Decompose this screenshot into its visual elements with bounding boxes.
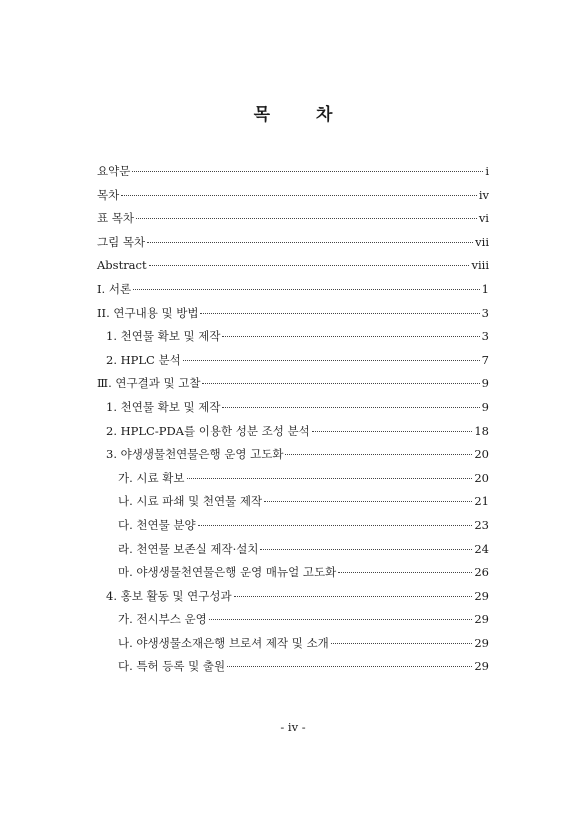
toc-entry[interactable] xyxy=(97,278,489,302)
toc-entry-page: 20 xyxy=(474,447,489,462)
toc-leader-dots xyxy=(264,501,472,502)
toc-entry-label: 3. 야생생물천연물은행 운영 고도화 xyxy=(106,447,284,462)
toc-entry[interactable] xyxy=(97,349,489,373)
toc-entry[interactable] xyxy=(97,632,489,656)
toc-entry[interactable] xyxy=(97,538,489,562)
toc-entry[interactable] xyxy=(97,184,489,208)
toc-entry-label: Abstract xyxy=(97,258,147,273)
toc-entry-page: 1 xyxy=(481,281,489,296)
toc-leader-dots xyxy=(222,407,479,408)
toc-entry-page: iv xyxy=(478,187,489,202)
toc-entry-label: 마. 야생생물천연물은행 운영 매뉴얼 고도화 xyxy=(118,565,337,580)
toc-entry[interactable] xyxy=(97,655,489,679)
toc-entry-page: viii xyxy=(471,258,489,273)
toc-entry-label: 그림 목차 xyxy=(97,234,146,249)
toc-entry-page: 20 xyxy=(474,470,489,485)
toc-leader-dots xyxy=(183,360,480,361)
toc-entry-label: 가. 전시부스 운영 xyxy=(118,612,207,627)
toc-leader-dots xyxy=(312,431,473,432)
toc-entry[interactable] xyxy=(97,325,489,349)
toc-entry-label: 다. 특허 등록 및 출원 xyxy=(118,659,226,674)
toc-entry-page: vi xyxy=(478,211,489,226)
toc-entry-label: I. 서론 xyxy=(97,281,132,296)
toc-entry-page: 18 xyxy=(474,423,489,438)
page-number: - iv - xyxy=(280,720,306,734)
toc-entry-label: 라. 천연물 보존실 제작·설치 xyxy=(118,541,259,556)
toc-entry-page: 26 xyxy=(474,565,489,580)
toc-entry-page: 7 xyxy=(481,352,489,367)
toc-entry-page: 21 xyxy=(474,494,489,509)
toc-leader-dots xyxy=(149,265,470,266)
toc-entry[interactable] xyxy=(97,396,489,420)
toc-leader-dots xyxy=(187,478,473,479)
toc-entry-label: 나. 시료 파쇄 및 천연물 제작 xyxy=(118,494,263,509)
toc-entry-label: 1. 천연물 확보 및 제작 xyxy=(106,399,221,414)
toc-entry-page: 3 xyxy=(481,305,489,320)
toc-leader-dots xyxy=(227,666,472,667)
toc-entry[interactable] xyxy=(97,608,489,632)
toc-entry-page: 29 xyxy=(474,612,489,627)
toc-entry-label: 다. 천연물 분양 xyxy=(118,517,196,532)
toc-entry-label: II. 연구내용 및 방법 xyxy=(97,305,199,320)
toc-entry[interactable] xyxy=(97,160,489,184)
toc-entry-label: 요약문 xyxy=(97,164,131,178)
toc-leader-dots xyxy=(198,525,473,526)
toc-leader-dots xyxy=(285,454,472,455)
toc-entry[interactable] xyxy=(97,514,489,538)
toc-leader-dots xyxy=(338,572,472,573)
toc-entry-label: 4. 홍보 활동 및 연구성과 xyxy=(106,588,232,603)
toc-entry[interactable] xyxy=(97,443,489,467)
toc-entry-page: i xyxy=(485,164,489,178)
toc-leader-dots xyxy=(222,336,479,337)
toc-entry-label: 2. HPLC 분석 xyxy=(106,352,181,367)
toc-leader-dots xyxy=(200,313,479,314)
toc-entry-page: 29 xyxy=(474,635,489,650)
toc-leader-dots xyxy=(202,383,479,384)
toc-entry[interactable] xyxy=(97,420,489,444)
page-title: 목 차 xyxy=(253,105,353,125)
toc-entry[interactable] xyxy=(97,490,489,514)
toc-entry-label: 표 목차 xyxy=(97,211,134,226)
toc-entry[interactable] xyxy=(97,207,489,231)
toc-entry-page: 24 xyxy=(474,541,489,556)
toc-entry-label: 목차 xyxy=(97,187,120,202)
toc-entry[interactable] xyxy=(97,302,489,326)
toc-entry-page: 9 xyxy=(481,399,489,414)
toc-leader-dots xyxy=(260,549,472,550)
toc-entry[interactable] xyxy=(97,467,489,491)
toc-leader-dots xyxy=(121,195,477,196)
toc-leader-dots xyxy=(331,643,473,644)
toc-entry-label: 1. 천연물 확보 및 제작 xyxy=(106,329,221,344)
toc-leader-dots xyxy=(234,596,473,597)
toc-entry-page: vii xyxy=(475,234,489,249)
toc-entry[interactable] xyxy=(97,231,489,255)
toc-entry-label: 가. 시료 확보 xyxy=(118,470,185,485)
toc-entry-label: 나. 야생생물소재은행 브로셔 제작 및 소개 xyxy=(118,635,329,650)
toc-entry[interactable] xyxy=(97,254,489,278)
toc-entry[interactable] xyxy=(97,372,489,396)
toc-entry[interactable] xyxy=(97,561,489,585)
toc-entry-label: Ⅲ. 연구결과 및 고찰 xyxy=(97,376,201,391)
toc-entry-page: 29 xyxy=(474,588,489,603)
toc-entry[interactable] xyxy=(97,585,489,609)
toc-entry-page: 23 xyxy=(474,517,489,532)
toc-leader-dots xyxy=(133,289,480,290)
toc-entry-page: 9 xyxy=(481,376,489,391)
toc-entry-label: 2. HPLC-PDA를 이용한 성분 조성 분석 xyxy=(106,423,310,438)
table-of-contents xyxy=(97,160,489,679)
toc-entry-page: 3 xyxy=(481,329,489,344)
toc-entry-page: 29 xyxy=(474,659,489,674)
toc-leader-dots xyxy=(209,619,473,620)
toc-leader-dots xyxy=(136,218,477,219)
toc-leader-dots xyxy=(132,171,483,172)
toc-leader-dots xyxy=(147,242,473,243)
